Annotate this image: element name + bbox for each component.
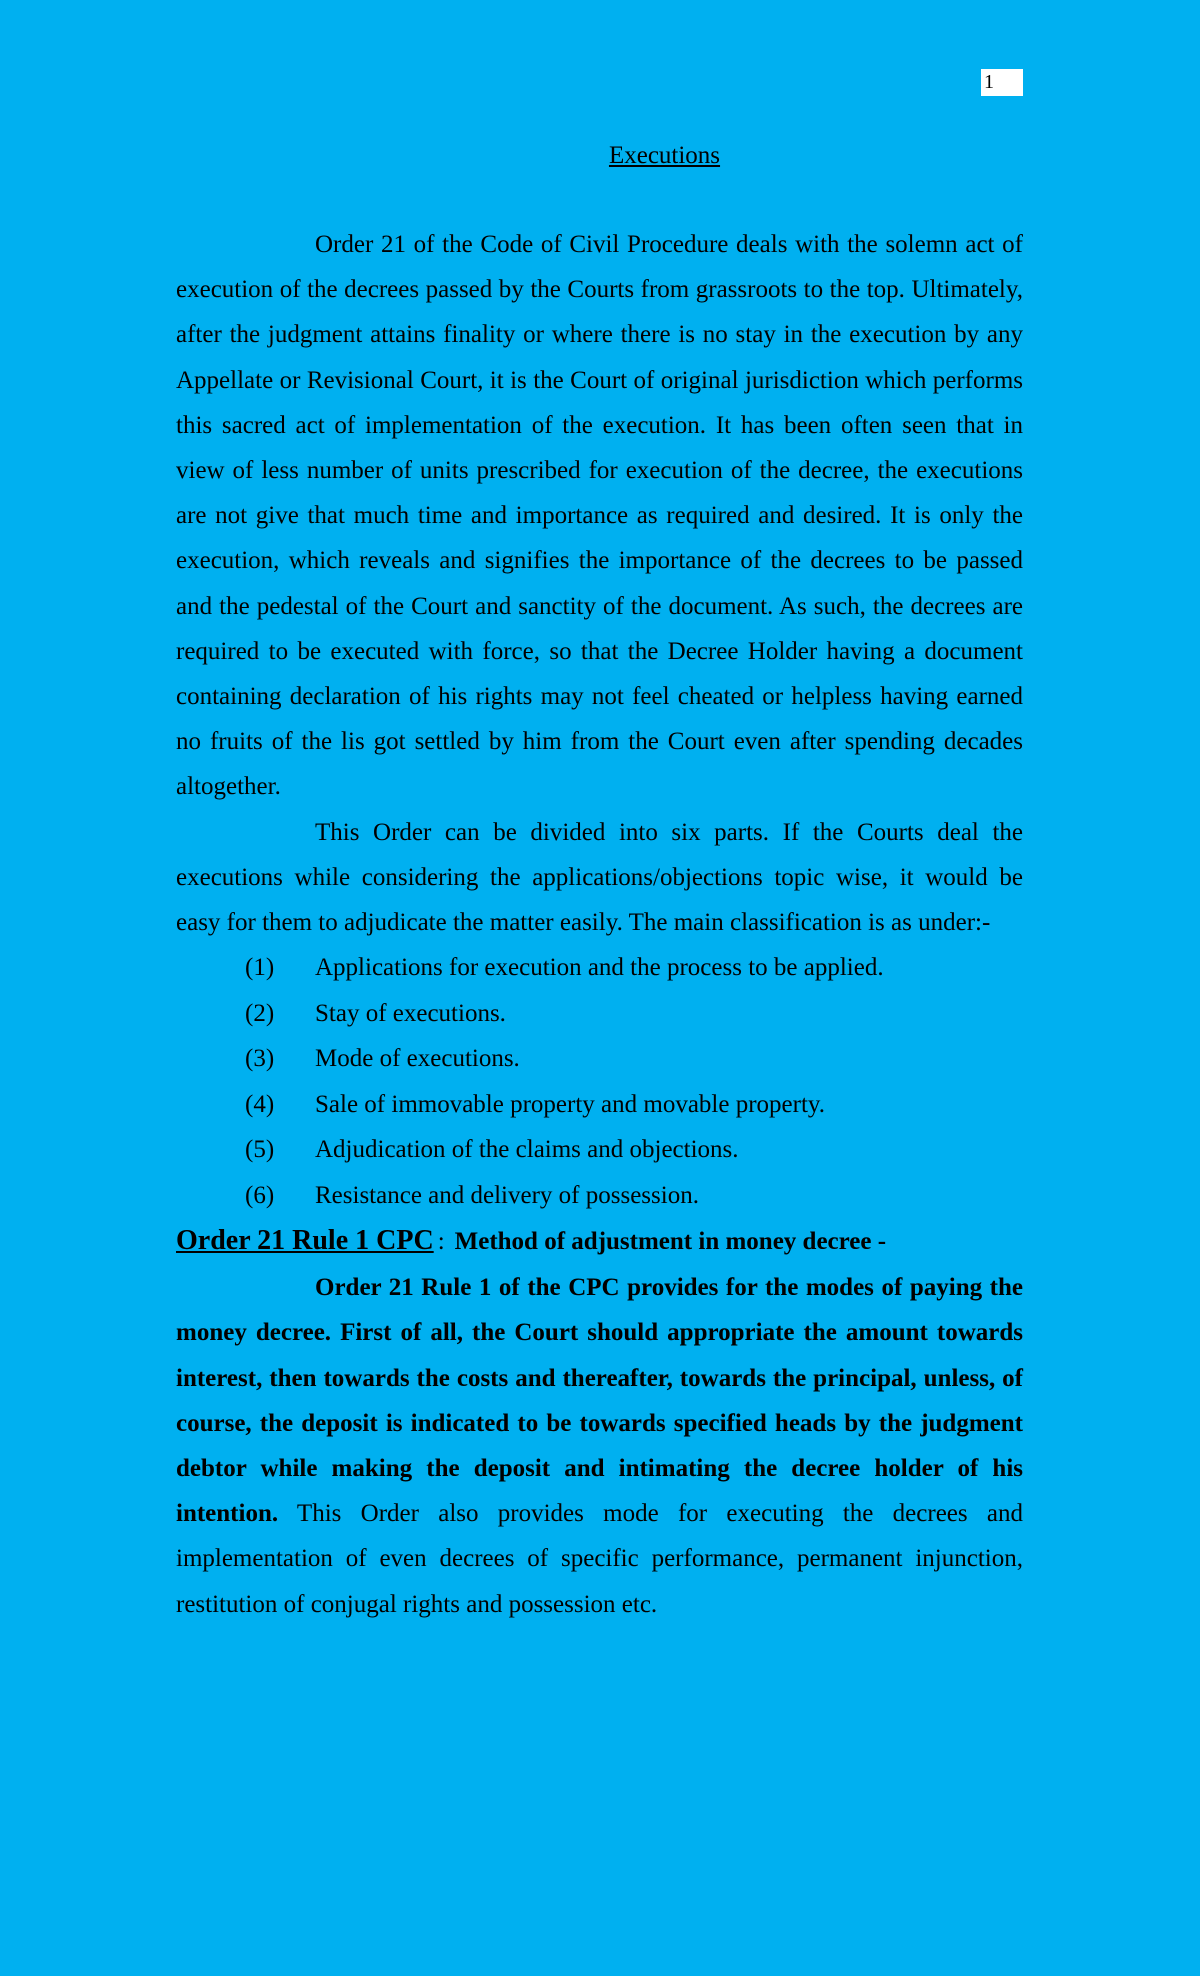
list-item-number: (3) [245, 1045, 275, 1073]
list-item [176, 945, 1023, 991]
list-item-number: (6) [245, 1181, 275, 1209]
heading-separator: : [437, 1228, 445, 1256]
rule-reference: Order 21 Rule 1 CPC [176, 1225, 434, 1257]
list-item [176, 1173, 1023, 1219]
classification-intro-paragraph: This Order can be divided into six parts. If the Courts deal the executions while considering the applications/objections topic wise, it would be easy for them to adjudicate the matter easily. The main classification is as under:- [176, 818, 1023, 937]
list-item-text: Mode of executions. [315, 1045, 520, 1073]
section-heading [176, 1218, 1023, 1265]
list-item-text: Stay of executions. [315, 999, 506, 1027]
classification-list [176, 945, 1023, 1218]
rule-paragraph-bold: Order 21 Rule 1 of the CPC provides for the modes of paying the money decree. First of all, the Court should appropriate the amount towards interest, then towards the costs and thereafter, towards the principal, unless, of course, the deposit is indicated to be towards specified heads by the judgment debtor while making the deposit and intimating the decree holder of his intention. [176, 1274, 1023, 1528]
rule-paragraph [176, 1265, 1023, 1627]
page-number: 1 [981, 69, 1023, 96]
list-item-text: Applications for execution and the process to be applied. [315, 954, 884, 982]
rule-paragraph-normal: This Order also provides mode for executing the decrees and implementation of even decrees of specific performance, permanent injunction, restitution of conjugal rights and possession etc. [176, 1500, 1023, 1618]
list-item-number: (1) [245, 954, 275, 982]
list-item-number: (5) [245, 1136, 275, 1164]
section-heading-text: Method of adjustment in money decree - [454, 1228, 887, 1256]
list-item [176, 1082, 1023, 1128]
intro-paragraph: Order 21 of the Code of Civil Procedure deals with the solemn act of execution of the decrees passed by the Courts from grassroots to the top. Ultimately, after the judgment attains finality or where there is no stay in the execution by any Appellate or Revisional Court, it is the Court of original jurisdiction which performs this sacred act of implementation of the execution. It has been often seen that in view of less number of units prescribed for execution of the decree, the executions are not give that much time and importance as required and desired. It is only the execution, which reveals and signifies the importance of the decrees to be passed and the pedestal of the Court and sanctity of the document. As such, the decrees are required to be executed with force, so that the Decree Holder having a document containing declaration of his rights may not feel cheated or helpless having earned no fruits of the lis got settled by him from the Court even after spending decades altogether. [176, 231, 1023, 801]
document-body [176, 136, 1023, 1627]
list-item [176, 1036, 1023, 1082]
list-item-number: (2) [245, 999, 275, 1027]
list-item-text: Adjudication of the claims and objections. [315, 1136, 739, 1164]
list-item-text: Sale of immovable property and movable property. [315, 1090, 826, 1118]
list-item [176, 991, 1023, 1037]
page-title: Executions [608, 142, 721, 169]
list-item [176, 1127, 1023, 1173]
list-item-number: (4) [245, 1090, 275, 1118]
list-item-text: Resistance and delivery of possession. [315, 1181, 699, 1209]
